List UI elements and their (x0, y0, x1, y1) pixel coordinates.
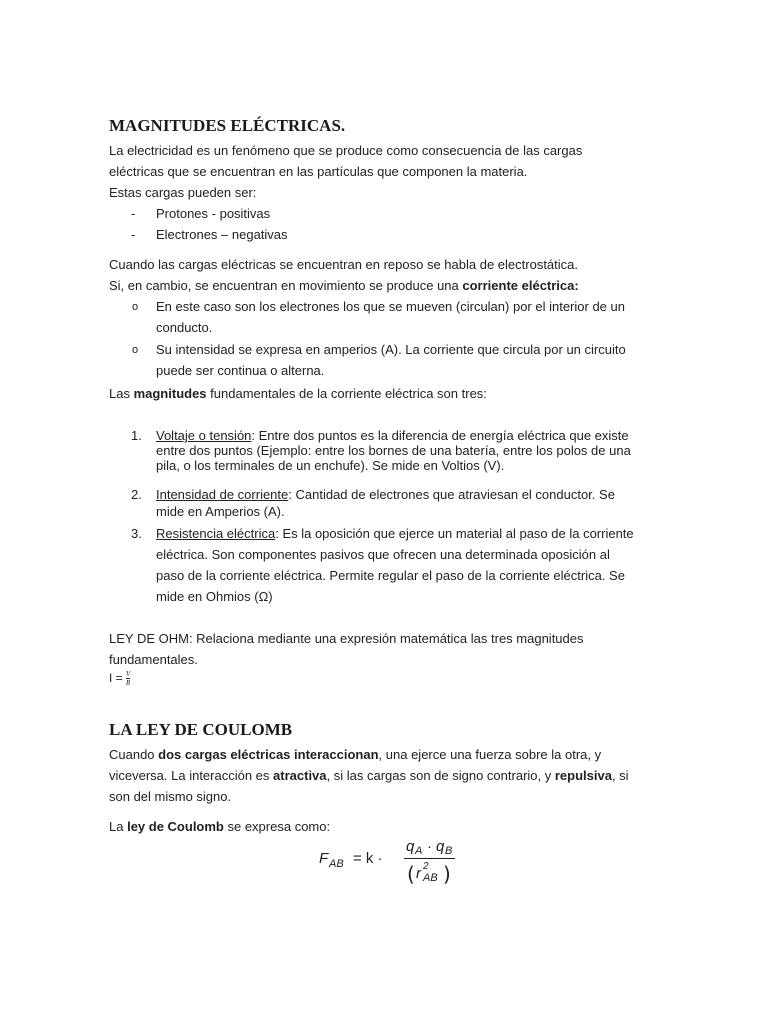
coulomb-p-line-2 (109, 768, 629, 784)
list-number: 2. (131, 487, 142, 502)
p2-d: repulsiva (554, 768, 612, 783)
magnitudes-pre: Las (109, 386, 134, 401)
list-item-3-line-4: mide en Ohmios (Ω) (156, 589, 273, 604)
coulomb-formula (319, 834, 469, 894)
formula-qa-sub: A (415, 845, 423, 857)
list-number: 1. (131, 428, 142, 443)
static-line: Cuando las cargas eléctricas se encuentran en reposo se habla de electrostática. (109, 257, 579, 272)
charges-lead: Estas cargas pueden ser: (109, 185, 257, 200)
intro-line-1: La electricidad es un fenómeno que se produce como consecuencia de las cargas (109, 143, 583, 158)
coulomb-p-line-3: son del mismo signo. (109, 789, 232, 804)
list-item-3-line-3: paso de la corriente eléctrica. Permite regular el paso de la corriente eléctrica. Se (156, 568, 625, 583)
formula-qb-sub: B (445, 845, 453, 857)
section-title-magnitudes: MAGNITUDES ELÉCTRICAS. (109, 116, 346, 135)
formula-r-sub: AB (423, 872, 438, 884)
current-line-bold: corriente eléctrica: (462, 278, 579, 293)
formula-r-sup: 2 (423, 861, 429, 872)
formula-rparen: ) (443, 862, 451, 886)
formula-eq-k: = k · (353, 850, 383, 867)
ohm-fraction (126, 670, 130, 687)
formula-fraction-bar (404, 858, 455, 859)
p2-c: , si las cargas son de signo contrario, y (326, 768, 555, 783)
list-item-1-line-1 (156, 428, 629, 444)
current-line (109, 278, 579, 294)
list-dash: - (131, 227, 136, 242)
coulomb-p-line-1 (109, 747, 601, 763)
list-item-1-line-2: entre dos puntos (Ejemplo: entre los bornes de una batería, entre los polos de una (156, 443, 631, 458)
formula-qa: q (406, 838, 415, 855)
p1-a: Cuando (109, 747, 159, 762)
law-a: La (109, 819, 128, 834)
law-b: ley de Coulomb (127, 819, 224, 834)
section-title-coulomb: LA LEY DE COULOMB (109, 720, 293, 739)
ohm-formula-lhs: I = (109, 671, 123, 685)
bullet-mark: o (132, 344, 139, 356)
magnitudes-bold: magnitudes (133, 386, 207, 401)
formula-dot: · (427, 838, 432, 855)
law-c: se expresa como: (223, 819, 331, 834)
formula-r: r (416, 865, 421, 882)
ohm-fraction-denominator: R (126, 679, 131, 688)
bullet-1-line-1: En este caso son los electrones los que se mueven (circulan) por el interior de un (156, 299, 625, 314)
magnitudes-post: fundamentales de la corriente eléctrica son tres: (206, 386, 487, 401)
p2-a: viceversa. La interacción es (109, 768, 274, 783)
p1-b: dos cargas eléctricas interaccionan (158, 747, 379, 762)
list-item-3-text: : Es la oposición que ejerce un material al paso de la corriente (275, 526, 634, 541)
bullet-2-line-1: Su intensidad se expresa en amperios (A). La corriente que circula por un circuito (156, 342, 626, 357)
charge-item-protones: Protones - positivas (156, 206, 271, 221)
bullet-1-line-2: conducto. (156, 320, 213, 335)
list-item-1-text: : Entre dos puntos es la diferencia de energía eléctrica que existe (251, 428, 629, 443)
p1-c: , una ejerce una fuerza sobre la otra, y (378, 747, 602, 762)
bullet-mark: o (132, 301, 139, 313)
bullet-2-line-2: puede ser continua o alterna. (156, 363, 325, 378)
current-line-text: Si, en cambio, se encuentran en movimiento se produce una (109, 278, 463, 293)
list-dash: - (131, 206, 136, 221)
formula-F: F (319, 850, 329, 867)
coulomb-law-line (109, 819, 330, 835)
list-item-2-line-2: mide en Amperios (A). (156, 504, 285, 519)
charge-item-electrones: Electrones – negativas (156, 227, 288, 242)
formula-F-sub: AB (329, 858, 344, 870)
ohm-line-2: fundamentales. (109, 652, 198, 667)
p2-b: atractiva (273, 768, 327, 783)
intro-line-2: eléctricas que se encuentran en las partículas que componen la materia. (109, 164, 528, 179)
ohm-fraction-numerator: V (126, 670, 131, 679)
ohm-formula (109, 670, 130, 687)
term-intensidad: Intensidad de corriente (156, 487, 289, 502)
formula-qb: q (436, 838, 445, 855)
list-item-1-line-3: pila, o los terminales de un enchufe). Se mide en Voltios (V). (156, 458, 505, 473)
list-item-2-line-1 (156, 487, 615, 503)
list-item-3-line-2: eléctrica. Son componentes pasivos que ofrecen una determinada oposición al (156, 547, 610, 562)
formula-lparen: ( (407, 862, 415, 886)
list-item-3-line-1 (156, 526, 634, 542)
magnitudes-line (109, 386, 487, 402)
list-number: 3. (131, 526, 142, 541)
list-item-2-text: : Cantidad de electrones que atraviesan el conductor. Se (288, 487, 615, 502)
term-voltaje: Voltaje o tensión (156, 428, 252, 443)
ohm-line-1: LEY DE OHM: Relaciona mediante una expresión matemática las tres magnitudes (109, 631, 584, 646)
p2-e: , si (611, 768, 629, 783)
term-resistencia: Resistencia eléctrica (156, 526, 276, 541)
